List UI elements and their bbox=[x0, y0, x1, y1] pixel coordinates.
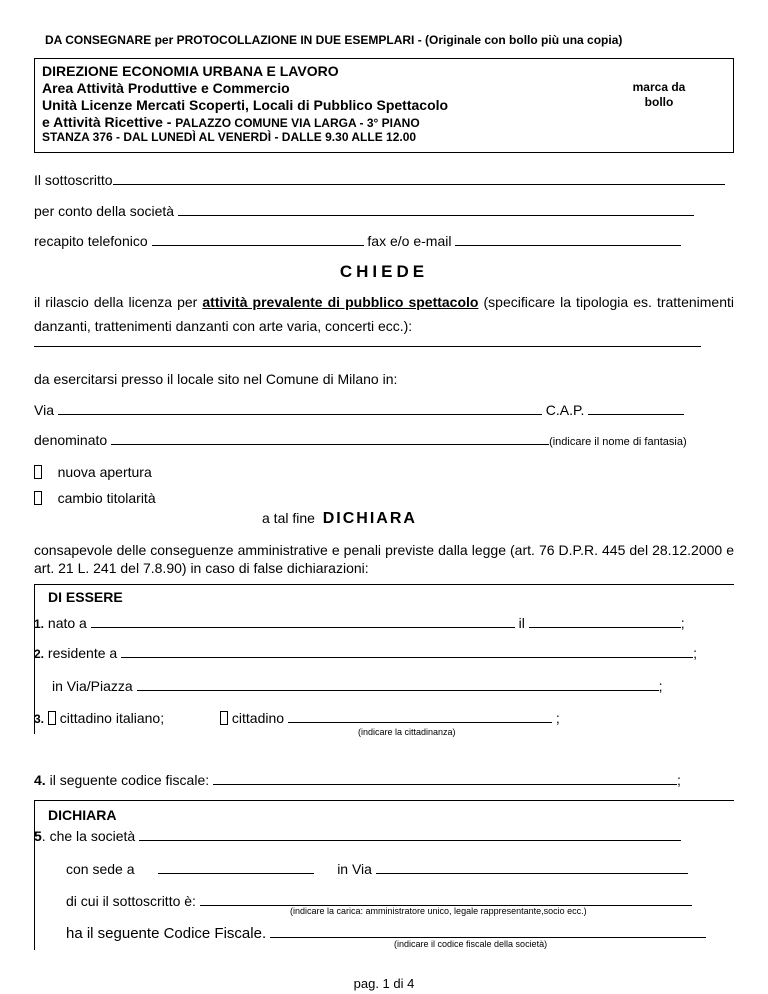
sottoscritto-label: Il sottoscritto bbox=[34, 172, 113, 188]
option-nuova-apertura bbox=[34, 464, 152, 480]
phone-label: recapito telefonico bbox=[34, 233, 148, 249]
cambio-titolarita-checkbox[interactable] bbox=[34, 491, 42, 505]
nuova-apertura-checkbox[interactable] bbox=[34, 465, 42, 479]
societa-row bbox=[34, 203, 694, 219]
societa-label: per conto della società bbox=[34, 203, 175, 219]
top-banner: DA CONSEGNARE per PROTOCOLLAZIONE IN DUE ESEMPLARI - (Originale con bollo più una copia) bbox=[45, 33, 623, 47]
nato-field[interactable] bbox=[91, 615, 515, 628]
phone-field[interactable] bbox=[152, 233, 364, 246]
cf-societa-hint: (indicare il codice fiscale della società) bbox=[394, 939, 548, 949]
denominato-row bbox=[34, 432, 687, 448]
cf-societa-field[interactable] bbox=[270, 925, 706, 938]
tipologia-field[interactable] bbox=[34, 346, 701, 347]
sede-label: con sede a bbox=[66, 861, 135, 877]
cittadino-checkbox[interactable] bbox=[220, 711, 228, 725]
cittadino-label: cittadino bbox=[231, 710, 285, 726]
via-piazza-field[interactable] bbox=[137, 678, 659, 691]
cap-field[interactable] bbox=[588, 402, 684, 415]
dichiara-heading: DICHIARA bbox=[322, 510, 417, 527]
codice-fiscale-row: 4. il seguente codice fiscale: ; bbox=[34, 772, 681, 788]
sede-field[interactable] bbox=[158, 861, 314, 874]
phone-row bbox=[34, 233, 681, 249]
cf-societa-row bbox=[66, 925, 706, 942]
denominato-label: denominato bbox=[34, 432, 108, 448]
nuova-apertura-label: nuova apertura bbox=[57, 464, 152, 480]
header-line-4: e Attività Ricettive - PALAZZO COMUNE VIA LARGA - 3° PIANO bbox=[42, 114, 420, 130]
location-text: da esercitarsi presso il locale sito nel Comune di Milano in: bbox=[34, 371, 398, 387]
carica-label: di cui il sottoscritto è: bbox=[66, 893, 196, 909]
residente-row: 2. residente a ; bbox=[34, 645, 697, 661]
page-number: pag. 1 di 4 bbox=[353, 976, 415, 991]
fax-field[interactable] bbox=[455, 233, 681, 246]
societa-dichiara-field[interactable] bbox=[139, 828, 681, 841]
denominato-hint: (indicare il nome di fantasia) bbox=[549, 436, 687, 448]
codice-fiscale-label: il seguente codice fiscale: bbox=[49, 772, 210, 788]
dichiara-2-heading: DICHIARA bbox=[48, 807, 117, 823]
carica-field[interactable] bbox=[200, 893, 692, 906]
stamp-placeholder: marca da bollo bbox=[632, 80, 686, 109]
in-via-label: in Via bbox=[337, 861, 372, 877]
fax-label: fax e/o e-mail bbox=[367, 233, 452, 249]
cittadino-row: cittadino ; bbox=[220, 710, 560, 726]
carica-hint: (indicare la carica: amministratore unico, legale rappresentante,socio ecc.) bbox=[290, 906, 587, 916]
nato-label: nato a bbox=[47, 615, 87, 631]
societa-dichiara-row: 5. che la società bbox=[34, 828, 681, 844]
option-cambio-titolarita bbox=[34, 490, 156, 506]
residente-label: residente a bbox=[47, 645, 118, 661]
via-piazza-row: in Via/Piazza ; bbox=[52, 678, 663, 694]
tal-fine-row bbox=[262, 510, 417, 528]
cambio-titolarita-label: cambio titolarità bbox=[57, 490, 156, 506]
request-paragraph: il rilascio della licenza per attività prevalente di pubblico spettacolo (specificare la tipologia es. trattenimenti danzanti, trattenimenti danzanti con arte varia, concerti ecc.): bbox=[34, 294, 734, 334]
tal-fine-label: a tal fine bbox=[262, 510, 315, 526]
residente-field[interactable] bbox=[121, 645, 693, 658]
nato-row: 1. nato a il ; bbox=[34, 615, 685, 631]
cittadinanza-field[interactable] bbox=[288, 710, 552, 723]
italiano-checkbox[interactable] bbox=[48, 711, 56, 725]
header-line-1: DIREZIONE ECONOMIA URBANA E LAVORO bbox=[42, 63, 339, 79]
header-line-2: Area Attività Produttive e Commercio bbox=[42, 80, 290, 96]
sottoscritto-field[interactable] bbox=[113, 172, 725, 185]
cittadinanza-row: 3. cittadino italiano; bbox=[34, 710, 165, 726]
chiede-heading: CHIEDE bbox=[339, 262, 429, 281]
il-label: il bbox=[518, 615, 525, 631]
via-row bbox=[34, 402, 684, 418]
activity-type: attività prevalente di pubblico spettacolo bbox=[202, 294, 479, 310]
via-piazza-label: in Via/Piazza bbox=[52, 678, 133, 694]
societa-dichiara-label: . che la società bbox=[41, 828, 136, 844]
di-essere-heading: DI ESSERE bbox=[48, 589, 123, 605]
header-line-3: Unità Licenze Mercati Scoperti, Locali di Pubblico Spettacolo bbox=[42, 97, 449, 113]
date-field[interactable] bbox=[529, 615, 681, 628]
italiano-label: cittadino italiano; bbox=[59, 710, 165, 726]
cf-societa-label: ha il seguente Codice Fiscale. bbox=[66, 925, 267, 942]
denominato-field[interactable] bbox=[111, 432, 549, 445]
via-label: Via bbox=[34, 402, 54, 418]
sede-row bbox=[66, 861, 688, 877]
sottoscritto-row bbox=[34, 172, 725, 188]
in-via-field[interactable] bbox=[376, 861, 688, 874]
via-field[interactable] bbox=[58, 402, 542, 415]
societa-field[interactable] bbox=[178, 203, 694, 216]
cap-label: C.A.P. bbox=[545, 402, 585, 418]
consapevole-paragraph: consapevole delle conseguenze amministrative e penali previste dalla legge (art. 76 D.P.R. 445 del 28.12.2000 e art. 21 L. 241 del 7.8.90) in caso di false dichiarazioni: bbox=[34, 542, 734, 576]
cittadinanza-hint: (indicare la cittadinanza) bbox=[358, 727, 456, 737]
codice-fiscale-field[interactable] bbox=[213, 772, 677, 785]
header-line-5: STANZA 376 - DAL LUNEDÌ AL VENERDÌ - DALLE 9.30 ALLE 12.00 bbox=[42, 130, 417, 144]
